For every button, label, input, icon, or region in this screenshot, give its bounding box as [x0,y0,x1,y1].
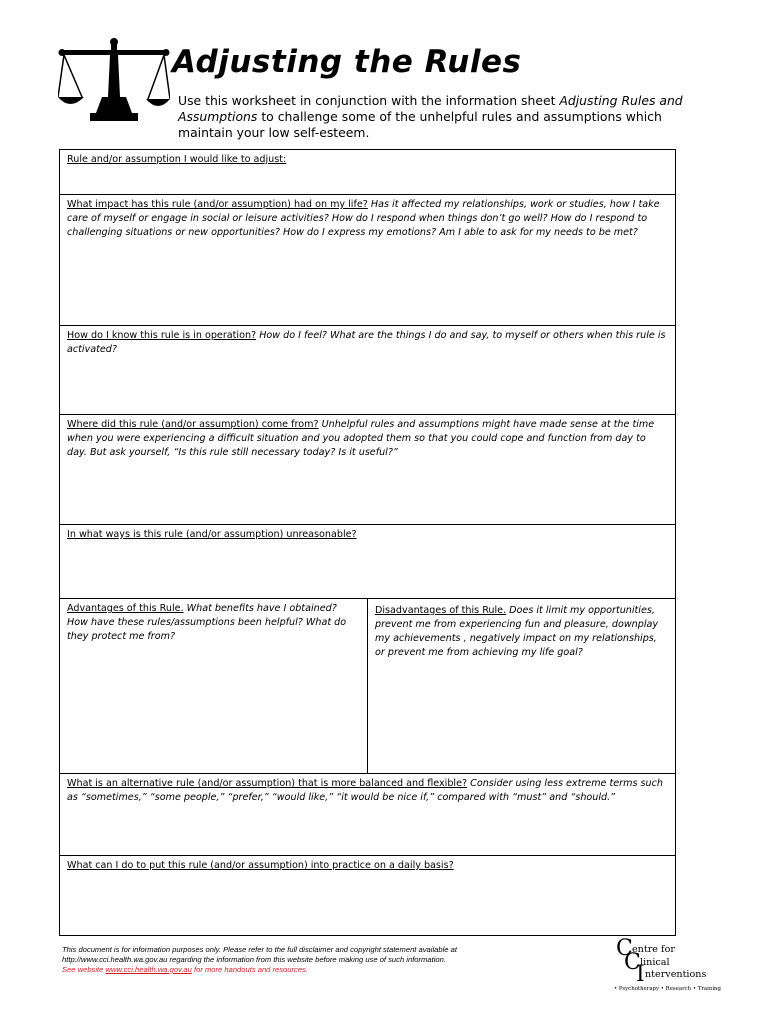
cci-logo-c: C [616,936,633,961]
disclaimer-footer [62,945,582,975]
impact-question: What impact has this rule (and/or assumption) had on my life? [67,199,368,210]
impact-hint: Has it affected my relationships, work or studies, how I take care of myself or engage in social or leisure activities? How do I respond when things don’t go well? How do I respond to challenging situations or new opportunities? How do I express my emotions? Am I able to ask for my needs to be met? [67,199,660,238]
intro-line1: Use this worksheet in conjunction with the information sheet [178,93,560,108]
alternative-question: What is an alternative rule (and/or assumption) that is more balanced and flexible? [67,778,468,789]
disadvantages-question: Disadvantages of this Rule. [375,605,507,616]
unreasonable-box[interactable] [60,525,675,599]
advantages-box[interactable] [60,599,368,773]
cci-logo-clinical: linical [640,957,670,968]
disclaimer-line2: http://www.cci.health.wa.gov.au regarding the information from this website before making use of such information. [62,955,446,964]
alternative-hint: Consider using less extreme terms such as “sometimes,” “some people,” “prefer,” “would like,” “it would be nice if,” compared with “must” and “should.” [67,778,663,803]
disadvantages-box[interactable] [368,599,675,773]
cci-logo-centre: entre for [632,944,675,955]
website-prefix: See website [62,965,106,974]
website-suffix: for more handouts and resources. [191,965,308,974]
cci-logo [614,938,724,998]
cci-logo-interventions: nterventions [645,969,707,980]
rule-box[interactable] [60,150,675,195]
intro-line3: maintain your low self-esteem. [178,125,370,140]
intro-reference: Adjusting Rules and [559,93,683,108]
balance-scales-icon [58,37,170,129]
practice-question: What can I do to put this rule (and/or assumption) into practice on a daily basis? [67,860,454,871]
cci-logo-i: I [636,962,645,987]
intro-reference-2: Assumptions [178,109,258,124]
cci-logo-c2: C [624,950,641,975]
alternative-box[interactable] [60,774,675,856]
cci-tagline: • Psychotherapy • Research • Training [614,986,721,992]
origin-box[interactable] [60,415,675,525]
impact-box[interactable] [60,195,675,326]
website-link[interactable]: www.cci.health.wa.gov.au [105,965,192,974]
intro-line2: to challenge some of the unhelpful rules and assumptions which [257,109,662,124]
pros-cons-row [60,599,675,774]
operation-hint: How do I feel? What are the things I do and say, to myself or others when this rule is activated? [67,330,666,355]
worksheet-table [59,149,676,936]
disclaimer-line1: This document is for information purposes only. Please refer to the full disclaimer and copyright statement available at [62,945,457,954]
practice-box[interactable] [60,856,675,937]
operation-box[interactable] [60,326,675,415]
disadvantages-hint: Does it limit my opportunities, prevent me from experiencing fun and pleasure, downplay my achievements , negatively impact on my relationships, or prevent me from achieving my life goal? [375,605,659,658]
disclaimer-line3 [62,965,582,975]
advantages-hint: What benefits have I obtained? How have these rules/assumptions been helpful? What do they protect me from? [67,603,347,642]
unreasonable-question: In what ways is this rule (and/or assumption) unreasonable? [67,529,357,540]
advantages-question: Advantages of this Rule. [67,603,184,614]
rule-question: Rule and/or assumption I would like to adjust: [67,154,287,165]
page-title: Adjusting the Rules [172,44,522,80]
origin-hint: Unhelpful rules and assumptions might have made sense at the time when you were experiencing a difficult situation and you adopted them so that you could cope and function from day to day. But ask yourself, “Is this rule still necessary today? Is it useful?” [67,419,655,458]
intro-text [178,93,698,141]
origin-question: Where did this rule (and/or assumption) come from? [67,419,319,430]
operation-question: How do I know this rule is in operation? [67,330,257,341]
